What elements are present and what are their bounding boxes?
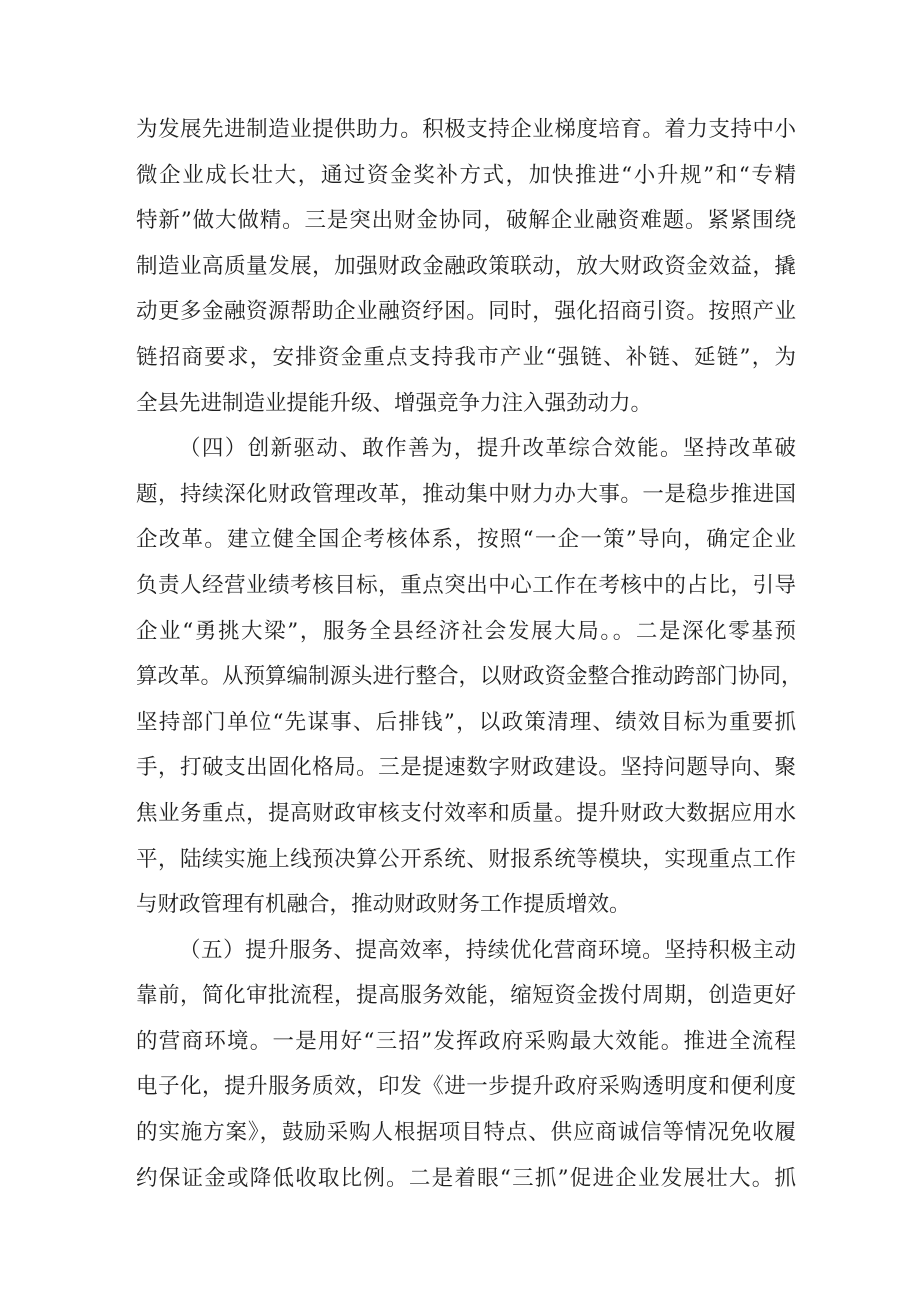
text-line: 算改革。从预算编制源头进行整合，以财政资金整合推动跨部门协同， [136, 664, 803, 690]
text-line: 为发展先进制造业提供助力。积极支持企业梯度培育。着力支持中小 [136, 117, 796, 142]
text-line: 电子化，提升服务质效，印发《进一步提升政府采购透明度和便利度 [136, 1074, 796, 1100]
text-line: 链招商要求，安排资金重点支持我市产业“强链、补链、延链”，为 [136, 344, 796, 370]
text-line: 与财政管理有机融合，推动财政财务工作提质增效。 [136, 892, 631, 918]
text-line: 的实施方案》，鼓励采购人根据项目特点、供应商诚信等情况免收履 [136, 1120, 796, 1146]
text-line: 企业“勇挑大梁”，服务全县经济社会发展大局。。二是深化零基预 [136, 618, 796, 644]
text-line: 特新”做大做精。三是突出财金协同，破解企业融资难题。紧紧围绕 [136, 208, 796, 234]
text-line: 企改革。建立健全国企考核体系，按照“一企一策”导向，确定企业 [136, 527, 796, 553]
text-line: 约保证金或降低收取比例。二是着眼“三抓”促进企业发展壮大。抓 [136, 1165, 796, 1191]
text-line: 坚持部门单位“先谋事、后排钱”，以政策清理、绩效目标为重要抓 [136, 709, 796, 735]
text-line: 平，陆续实施上线预决算公开系统、财报系统等模块，实现重点工作 [136, 846, 796, 872]
document-body [136, 107, 803, 1201]
text-line: 手，打破支出固化格局。三是提速数字财政建设。坚持问题导向、聚 [136, 755, 796, 781]
text-line: 动更多金融资源帮助企业融资纾困。同时，强化招商引资。按照产业 [136, 299, 796, 325]
section-heading-line: （五）提升服务、提高效率，持续优化营商环境。坚持积极主动 [179, 937, 796, 963]
text-line: 微企业成长壮大，通过资金奖补方式，加快推进“小升规”和“专精 [136, 162, 796, 188]
text-line: 负责人经营业绩考核目标，重点突出中心工作在考核中的占比，引导 [136, 572, 796, 598]
text-line: 全县先进制造业提能升级、增强竞争力注入强劲动力。 [136, 390, 653, 416]
text-line: 的营商环境。一是用好“三招”发挥政府采购最大效能。推进全流程 [136, 1028, 796, 1054]
text-line: 焦业务重点，提高财政审核支付效率和质量。提升财政大数据应用水 [136, 800, 796, 826]
text-line: 制造业高质量发展，加强财政金融政策联动，放大财政资金效益，撬 [136, 253, 796, 279]
section-heading-line: （四）创新驱动、敢作善为，提升改革综合效能。坚持改革破 [179, 436, 796, 462]
text-line: 靠前，简化审批流程，提高服务效能，缩短资金拨付周期，创造更好 [136, 983, 796, 1009]
text-line: 题，持续深化财政管理改革，推动集中财力办大事。一是稳步推进国 [136, 481, 796, 507]
